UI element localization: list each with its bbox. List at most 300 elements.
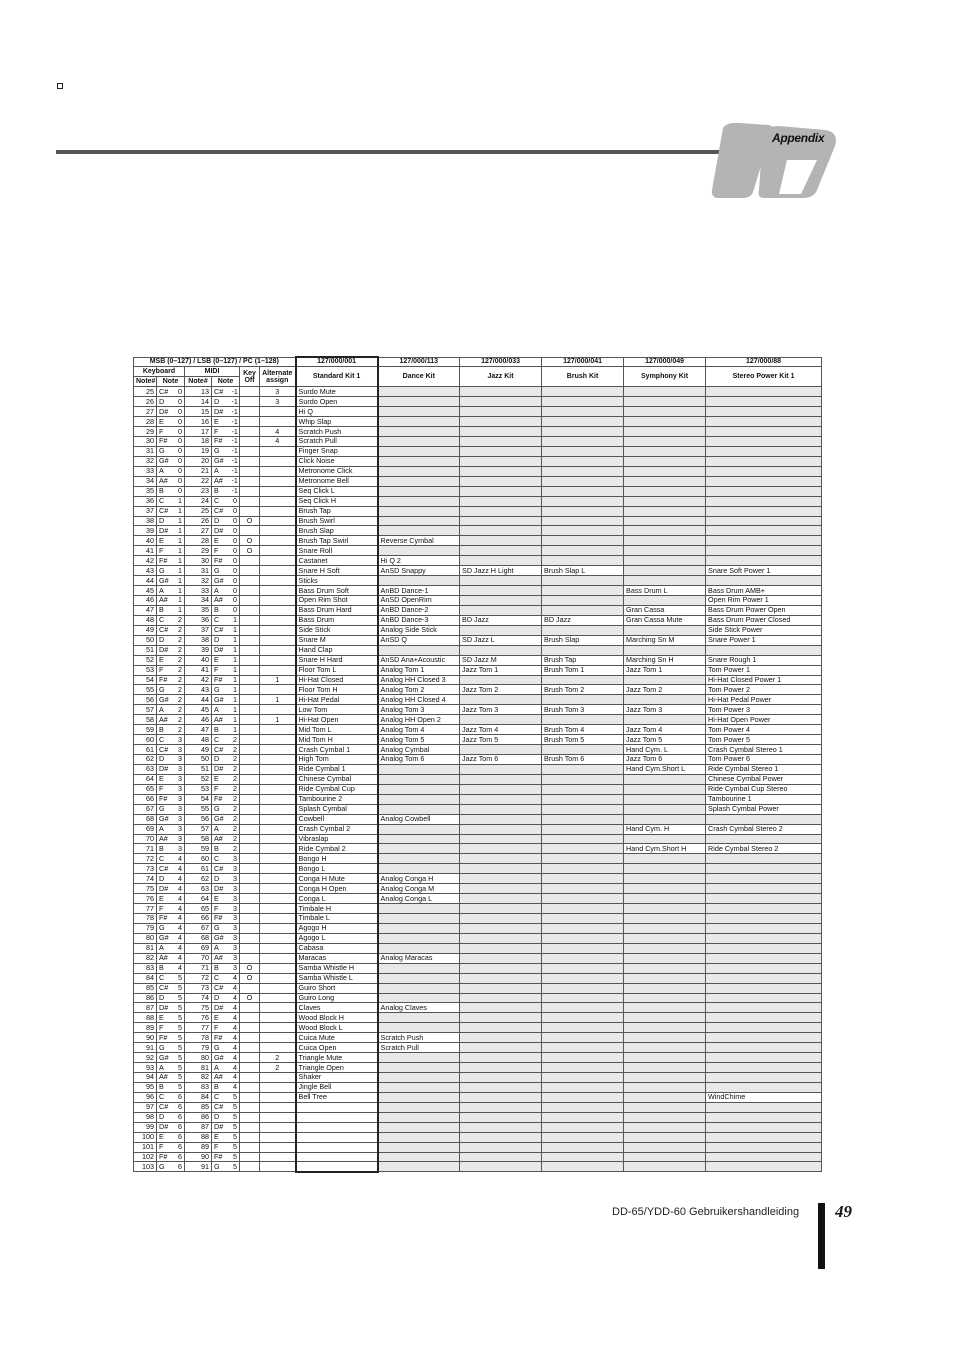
alternate-assign [260, 745, 296, 755]
midi-octave: -1 [231, 466, 238, 476]
voice-standard-kit: Triangle Open [296, 1063, 378, 1073]
keyboard-octave: 3 [175, 794, 185, 804]
key-off [240, 834, 260, 844]
midi-note-num: 30 [185, 556, 212, 566]
midi-note: D# [212, 407, 230, 417]
keyboard-octave: 5 [175, 1023, 185, 1033]
voice-standard-kit: Conga H Open [296, 884, 378, 894]
keyboard-note: F [157, 1023, 175, 1033]
key-off [240, 1162, 260, 1172]
voice-brush-kit [542, 1033, 624, 1043]
midi-note: C [212, 496, 230, 506]
table-row [134, 586, 822, 596]
voice-stereo-power-kit [706, 1122, 822, 1132]
midi-note-num: 59 [185, 844, 212, 854]
voice-symphony-kit [624, 675, 706, 685]
voice-brush-kit [542, 675, 624, 685]
midi-note-num: 57 [185, 824, 212, 834]
voice-dance-kit [378, 486, 460, 496]
voice-symphony-kit [624, 894, 706, 904]
keyboard-note-num: 82 [134, 953, 157, 963]
midi-octave: 1 [230, 675, 240, 685]
key-off [240, 1073, 260, 1083]
keyboard-note-num: 74 [134, 874, 157, 884]
alternate-assign [260, 506, 296, 516]
keyboard-note: D [157, 516, 175, 526]
keyboard-note-num: 54 [134, 675, 157, 685]
table-row [134, 1162, 822, 1172]
voice-dance-kit [378, 427, 460, 437]
table-row [134, 884, 822, 894]
midi-note-num: 78 [185, 1033, 212, 1043]
midi-note-num: 37 [185, 625, 212, 635]
voice-jazz-kit [460, 625, 542, 635]
voice-stereo-power-kit [706, 1023, 822, 1033]
midi-note-num: 19 [185, 446, 212, 456]
key-off [240, 864, 260, 874]
voice-brush-kit [542, 387, 624, 397]
voice-symphony-kit [624, 973, 706, 983]
keyboard-note: G# [157, 814, 175, 824]
table-row [134, 407, 822, 417]
voice-dance-kit: AnBD Dance-3 [378, 615, 460, 625]
keyboard-note-num: 84 [134, 973, 157, 983]
midi-note: G [212, 804, 230, 814]
midi-note: F# [212, 794, 230, 804]
keyboard-note: A# [157, 834, 175, 844]
midi-note: F [212, 665, 230, 675]
table-row [134, 1102, 822, 1112]
midi-octave: -1 [231, 406, 238, 416]
keyboard-note: E [157, 536, 175, 546]
voice-stereo-power-kit [706, 953, 822, 963]
voice-jazz-kit [460, 596, 542, 606]
key-off [240, 953, 260, 963]
key-off [240, 466, 260, 476]
keyboard-note: C [157, 735, 175, 745]
voice-brush-kit: Brush Slap [542, 635, 624, 645]
voice-brush-kit [542, 983, 624, 993]
table-row [134, 596, 822, 606]
voice-stereo-power-kit [706, 476, 822, 486]
midi-note: C# [212, 864, 230, 874]
alternate-assign [260, 605, 296, 615]
key-off [240, 635, 260, 645]
keyboard-note: F [157, 784, 175, 794]
keyboard-note-num: 44 [134, 576, 157, 586]
voice-brush-kit [542, 536, 624, 546]
voice-brush-kit: Brush Tom 6 [542, 755, 624, 765]
midi-note-num: 55 [185, 804, 212, 814]
table-row [134, 645, 822, 655]
voice-standard-kit: Seq Click L [296, 486, 378, 496]
keyboard-note-num: 31 [134, 446, 157, 456]
voice-jazz-kit [460, 1092, 542, 1102]
table-row [134, 824, 822, 834]
voice-dance-kit [378, 824, 460, 834]
voice-stereo-power-kit [706, 894, 822, 904]
voice-jazz-kit [460, 963, 542, 973]
midi-note: F [212, 427, 230, 437]
keyboard-octave: 1 [175, 546, 185, 556]
voice-symphony-kit [624, 1023, 706, 1033]
midi-note: D [212, 1112, 230, 1122]
voice-brush-kit [542, 834, 624, 844]
voice-stereo-power-kit [706, 506, 822, 516]
alternate-assign [260, 943, 296, 953]
alternate-assign [260, 516, 296, 526]
table-row [134, 1023, 822, 1033]
key-off [240, 1053, 260, 1063]
voice-stereo-power-kit [706, 854, 822, 864]
keyboard-note-num: 94 [134, 1073, 157, 1083]
voice-jazz-kit [460, 546, 542, 556]
keyboard-note: D [157, 635, 175, 645]
voice-symphony-kit [624, 1162, 706, 1172]
midi-note-num: 91 [185, 1162, 212, 1172]
voice-dance-kit: AnBD Dance-1 [378, 586, 460, 596]
voice-brush-kit [542, 904, 624, 914]
table-row [134, 486, 822, 496]
table-row [134, 1132, 822, 1142]
keyboard-note: G# [157, 695, 175, 705]
keyboard-note-num: 49 [134, 625, 157, 635]
keyboard-note-num: 98 [134, 1112, 157, 1122]
voice-symphony-kit [624, 1102, 706, 1112]
voice-jazz-kit [460, 904, 542, 914]
keyboard-octave: 4 [175, 904, 185, 914]
keyboard-octave: 4 [175, 874, 185, 884]
keyboard-note: C# [157, 1102, 175, 1112]
voice-jazz-kit [460, 894, 542, 904]
midi-note: E [212, 655, 230, 665]
keyboard-note: G [157, 1162, 175, 1172]
alternate-assign [260, 556, 296, 566]
keyboard-octave: 4 [175, 864, 185, 874]
voice-brush-kit [542, 884, 624, 894]
table-row [134, 784, 822, 794]
voice-standard-kit: Brush Slap [296, 526, 378, 536]
voice-stereo-power-kit: Splash Cymbal Power [706, 804, 822, 814]
table-row [134, 446, 822, 456]
voice-jazz-kit [460, 437, 542, 447]
midi-note-num: 62 [185, 874, 212, 884]
voice-brush-kit [542, 894, 624, 904]
voice-stereo-power-kit [706, 437, 822, 447]
voice-standard-kit: Brush Tap [296, 506, 378, 516]
midi-note-num: 74 [185, 993, 212, 1003]
alternate-assign [260, 794, 296, 804]
alternate-assign [260, 963, 296, 973]
voice-jazz-kit [460, 923, 542, 933]
kit-code-brush: 127/000/041 [542, 357, 624, 367]
midi-note: D [212, 397, 230, 407]
voice-jazz-kit [460, 407, 542, 417]
voice-stereo-power-kit [706, 1013, 822, 1023]
table-row [134, 635, 822, 645]
keyboard-note-num: 52 [134, 655, 157, 665]
voice-stereo-power-kit: Snare Power 1 [706, 635, 822, 645]
voice-brush-kit [542, 1023, 624, 1033]
midi-octave: 4 [230, 1073, 240, 1083]
kit-name-standard: Standard Kit 1 [296, 367, 378, 387]
key-off: O [240, 516, 260, 526]
key-off [240, 943, 260, 953]
keyboard-note-num: 99 [134, 1122, 157, 1132]
key-off [240, 725, 260, 735]
voice-standard-kit: Floor Tom H [296, 685, 378, 695]
voice-symphony-kit [624, 397, 706, 407]
voice-standard-kit: Side Stick [296, 625, 378, 635]
keyboard-note-num: 58 [134, 715, 157, 725]
keyboard-octave: 6 [175, 1132, 185, 1142]
keyboard-note: C# [157, 983, 175, 993]
kit-name-brush: Brush Kit [542, 367, 624, 387]
voice-jazz-kit: Jazz Tom 5 [460, 735, 542, 745]
voice-symphony-kit [624, 1132, 706, 1142]
voice-brush-kit [542, 446, 624, 456]
voice-jazz-kit [460, 814, 542, 824]
keyboard-note: A [157, 943, 175, 953]
voice-dance-kit [378, 466, 460, 476]
voice-standard-kit [296, 1102, 378, 1112]
midi-octave: 3 [230, 963, 240, 973]
table-row [134, 556, 822, 566]
keyboard-octave: 5 [175, 1043, 185, 1053]
alternate-assign [260, 1023, 296, 1033]
voice-symphony-kit [624, 963, 706, 973]
alternate-assign [260, 993, 296, 1003]
voice-jazz-kit [460, 476, 542, 486]
voice-symphony-kit [624, 983, 706, 993]
keyboard-octave: 0 [175, 417, 185, 427]
midi-note: C# [212, 506, 230, 516]
midi-note-num: 82 [185, 1073, 212, 1083]
voice-jazz-kit [460, 417, 542, 427]
voice-standard-kit: Agogo L [296, 933, 378, 943]
table-row [134, 755, 822, 765]
keyboard-note: D [157, 874, 175, 884]
voice-dance-kit: Analog Maracas [378, 953, 460, 963]
keyboard-note: G [157, 923, 175, 933]
midi-octave: 0 [230, 546, 240, 556]
keyboard-octave: 3 [175, 834, 185, 844]
midi-octave: 0 [230, 556, 240, 566]
voice-standard-kit: Vibraslap [296, 834, 378, 844]
keyboard-octave: 0 [175, 466, 185, 476]
midi-octave: 1 [230, 705, 240, 715]
voice-symphony-kit [624, 387, 706, 397]
keyboard-octave: 5 [175, 973, 185, 983]
voice-stereo-power-kit [706, 1102, 822, 1112]
voice-stereo-power-kit: Snare Soft Power 1 [706, 566, 822, 576]
voice-jazz-kit [460, 446, 542, 456]
key-off [240, 476, 260, 486]
table-row [134, 605, 822, 615]
midi-note: B [212, 725, 230, 735]
table-row [134, 1033, 822, 1043]
voice-jazz-kit [460, 844, 542, 854]
midi-note-num: 56 [185, 814, 212, 824]
midi-note: F [212, 1142, 230, 1152]
voice-standard-kit: Shaker [296, 1073, 378, 1083]
voice-symphony-kit [624, 496, 706, 506]
keyboard-note-num: 92 [134, 1053, 157, 1063]
keyboard-note: G [157, 685, 175, 695]
voice-stereo-power-kit [706, 417, 822, 427]
keyboard-note-num: 63 [134, 764, 157, 774]
key-off [240, 645, 260, 655]
key-off [240, 755, 260, 765]
voice-standard-kit: Cowbell [296, 814, 378, 824]
alternate-assign [260, 914, 296, 924]
key-off [240, 417, 260, 427]
keyboard-note: C [157, 1092, 175, 1102]
voice-standard-kit: Ride Cymbal 2 [296, 844, 378, 854]
midi-note-num: 16 [185, 417, 212, 427]
voice-dance-kit [378, 516, 460, 526]
voice-stereo-power-kit: Tom Power 4 [706, 725, 822, 735]
keyboard-octave: 2 [175, 615, 185, 625]
alternate-assign: 2 [260, 1053, 296, 1063]
voice-standard-kit: Wood Block L [296, 1023, 378, 1033]
voice-jazz-kit [460, 695, 542, 705]
midi-note-num: 34 [185, 596, 212, 606]
voice-symphony-kit [624, 625, 706, 635]
keyboard-note: F [157, 1142, 175, 1152]
voice-symphony-kit [624, 804, 706, 814]
midi-octave: -1 [231, 396, 238, 406]
midi-note-num: 31 [185, 566, 212, 576]
voice-stereo-power-kit: Ride Cymbal Cup Stereo [706, 784, 822, 794]
midi-note: E [212, 1013, 230, 1023]
keyboard-note: E [157, 655, 175, 665]
voice-symphony-kit [624, 526, 706, 536]
key-off [240, 894, 260, 904]
voice-stereo-power-kit: Open Rim Power 1 [706, 596, 822, 606]
keyboard-note: F# [157, 675, 175, 685]
voice-dance-kit [378, 973, 460, 983]
midi-note: C# [212, 387, 230, 397]
voice-stereo-power-kit [706, 1003, 822, 1013]
voice-symphony-kit: Hand Cym.Short H [624, 844, 706, 854]
voice-symphony-kit [624, 596, 706, 606]
voice-standard-kit: Whip Slap [296, 417, 378, 427]
midi-note-num: 60 [185, 854, 212, 864]
key-off [240, 715, 260, 725]
voice-brush-kit [542, 695, 624, 705]
voice-stereo-power-kit [706, 397, 822, 407]
key-off [240, 566, 260, 576]
voice-stereo-power-kit [706, 1033, 822, 1043]
midi-octave: -1 [231, 426, 238, 436]
voice-dance-kit: Analog Conga L [378, 894, 460, 904]
voice-dance-kit [378, 1073, 460, 1083]
keyboard-octave: 3 [175, 844, 185, 854]
voice-standard-kit: Brush Swirl [296, 516, 378, 526]
voice-symphony-kit [624, 784, 706, 794]
voice-standard-kit: Samba Whistle L [296, 973, 378, 983]
keyboard-octave: 6 [175, 1112, 185, 1122]
voice-dance-kit: Analog Tom 4 [378, 725, 460, 735]
keyboard-note: A# [157, 715, 175, 725]
midi-note: C# [212, 625, 230, 635]
keyboard-note-num: 26 [134, 397, 157, 407]
voice-jazz-kit [460, 834, 542, 844]
key-off [240, 446, 260, 456]
table-row [134, 963, 822, 973]
keyboard-octave: 1 [175, 506, 185, 516]
key-off [240, 1043, 260, 1053]
voice-jazz-kit [460, 973, 542, 983]
voice-brush-kit [542, 506, 624, 516]
midi-note: D# [212, 526, 230, 536]
voice-jazz-kit [460, 605, 542, 615]
alternate-assign [260, 1092, 296, 1102]
page-number: 49 [835, 1202, 852, 1221]
alternate-assign [260, 526, 296, 536]
midi-note-num: 42 [185, 675, 212, 685]
alternate-assign [260, 784, 296, 794]
table-row [134, 695, 822, 705]
keyboard-octave: 1 [175, 605, 185, 615]
table-row [134, 526, 822, 536]
midi-note: A# [212, 596, 230, 606]
voice-standard-kit: Conga H Mute [296, 874, 378, 884]
keyboard-note: B [157, 486, 175, 496]
alternate-assign [260, 615, 296, 625]
voice-symphony-kit [624, 536, 706, 546]
voice-brush-kit [542, 586, 624, 596]
table-row [134, 914, 822, 924]
midi-octave: 3 [230, 923, 240, 933]
keyboard-note: D# [157, 526, 175, 536]
voice-brush-kit [542, 824, 624, 834]
midi-note: E [212, 774, 230, 784]
midi-note: A# [212, 1073, 230, 1083]
table-row [134, 804, 822, 814]
alternate-assign [260, 1073, 296, 1083]
keyboard-note-num: 76 [134, 894, 157, 904]
keyboard-octave: 2 [175, 725, 185, 735]
keyboard-octave: 0 [175, 476, 185, 486]
midi-note-num: 90 [185, 1152, 212, 1162]
voice-brush-kit [542, 1102, 624, 1112]
voice-brush-kit: Brush Tom 2 [542, 685, 624, 695]
alternate-assign [260, 1003, 296, 1013]
keyboard-note-num: 43 [134, 566, 157, 576]
key-off [240, 605, 260, 615]
midi-octave: -1 [231, 446, 238, 456]
voice-brush-kit [542, 437, 624, 447]
voice-standard-kit: Jingle Bell [296, 1082, 378, 1092]
key-off [240, 586, 260, 596]
voice-jazz-kit [460, 486, 542, 496]
voice-standard-kit: Ride Cymbal 1 [296, 764, 378, 774]
table-row [134, 1053, 822, 1063]
midi-octave: 1 [230, 665, 240, 675]
midi-octave: 2 [230, 824, 240, 834]
alternate-assign [260, 973, 296, 983]
midi-octave: 5 [230, 1102, 240, 1112]
midi-note-num: 36 [185, 615, 212, 625]
key-off [240, 456, 260, 466]
keyboard-note-num: 57 [134, 705, 157, 715]
voice-stereo-power-kit: Bass Drum Power Open [706, 605, 822, 615]
voice-symphony-kit: Marching Sn H [624, 655, 706, 665]
midi-note-num: 65 [185, 904, 212, 914]
midi-note-num: 23 [185, 486, 212, 496]
